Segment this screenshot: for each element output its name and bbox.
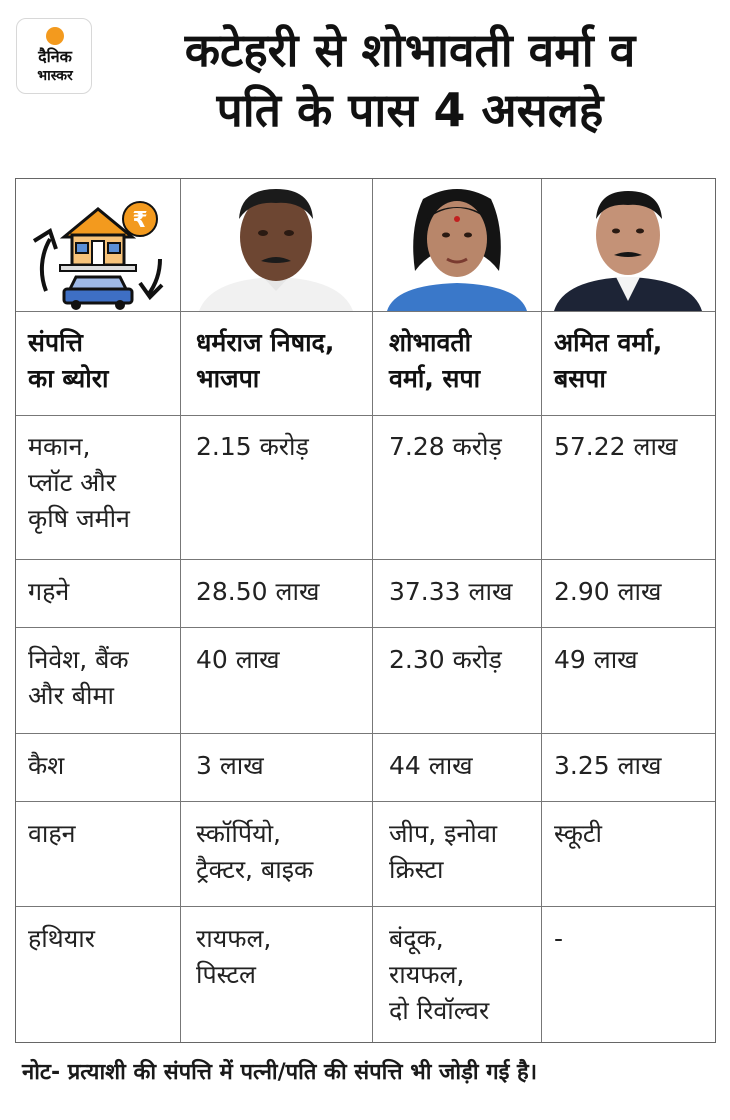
house-car-rupee-icon xyxy=(16,179,180,311)
table-cell: 40 लाख xyxy=(196,645,280,674)
header-asset-details: संपत्ति का ब्योरा xyxy=(28,328,109,393)
row-divider xyxy=(16,627,715,628)
header xyxy=(0,0,730,178)
table-cell: 2.30 करोड़ xyxy=(389,645,502,674)
photo-amit-verma xyxy=(542,179,715,311)
table-cell: रायफल, पिस्टल xyxy=(196,924,272,989)
row-label-investment: निवेश, बैंक और बीमा xyxy=(28,645,129,710)
header-shobhavati-verma: शोभावती वर्मा, सपा xyxy=(389,328,481,393)
table-cell: 44 लाख xyxy=(389,751,473,780)
table-cell: 28.50 लाख xyxy=(196,577,320,606)
logo-text-line2: भास्कर xyxy=(37,68,73,84)
row-label-jewellery: गहने xyxy=(28,577,70,606)
svg-text:₹: ₹ xyxy=(132,208,148,233)
row-divider xyxy=(16,733,715,734)
row-divider xyxy=(16,415,715,416)
table-cell: स्कूटी xyxy=(554,819,603,848)
row-label-weapons: हथियार xyxy=(28,924,95,953)
header-amit-verma: अमित वर्मा, बसपा xyxy=(554,328,663,393)
photo-dharmraj-nishad xyxy=(181,179,372,311)
logo-text-line1: दैनिक xyxy=(38,47,72,66)
title-line1: कटेहरी से शोभावती वर्मा व xyxy=(184,23,636,77)
title-line2: पति के पास 4 असलहे xyxy=(216,83,604,137)
row-label-property: मकान, प्लॉट और कृषि जमीन xyxy=(28,432,130,533)
row-divider xyxy=(16,311,715,312)
row-label-vehicles: वाहन xyxy=(28,819,76,848)
row-label-cash: कैश xyxy=(28,751,65,780)
asset-comparison-table xyxy=(15,178,716,1043)
table-cell: स्कॉर्पियो, ट्रैक्टर, बाइक xyxy=(196,819,314,884)
table-cell: 3.25 लाख xyxy=(554,751,662,780)
header-dharmraj-nishad: धर्मराज निषाद, भाजपा xyxy=(196,328,335,393)
sun-icon xyxy=(46,27,64,45)
table-cell: जीप, इनोवा क्रिस्टा xyxy=(389,819,498,884)
table-cell: 7.28 करोड़ xyxy=(389,432,502,461)
page-title xyxy=(100,20,720,140)
table-cell: 2.15 करोड़ xyxy=(196,432,309,461)
row-divider xyxy=(16,906,715,907)
table-cell: 2.90 लाख xyxy=(554,577,662,606)
table-cell: 57.22 लाख xyxy=(554,432,678,461)
table-cell: बंदूक, रायफल, दो रिवॉल्वर xyxy=(389,924,490,1025)
dainik-bhaskar-logo[interactable] xyxy=(16,18,92,94)
table-cell: - xyxy=(554,924,564,953)
table-cell: 3 लाख xyxy=(196,751,264,780)
row-divider xyxy=(16,801,715,802)
footnote: नोट- प्रत्याशी की संपत्ति में पत्नी/पति की संपत्ति भी जोड़ी गई है। xyxy=(22,1060,538,1085)
row-divider xyxy=(16,559,715,560)
photo-shobhavati-verma xyxy=(373,179,541,311)
table-cell: 49 लाख xyxy=(554,645,638,674)
table-cell: 37.33 लाख xyxy=(389,577,513,606)
